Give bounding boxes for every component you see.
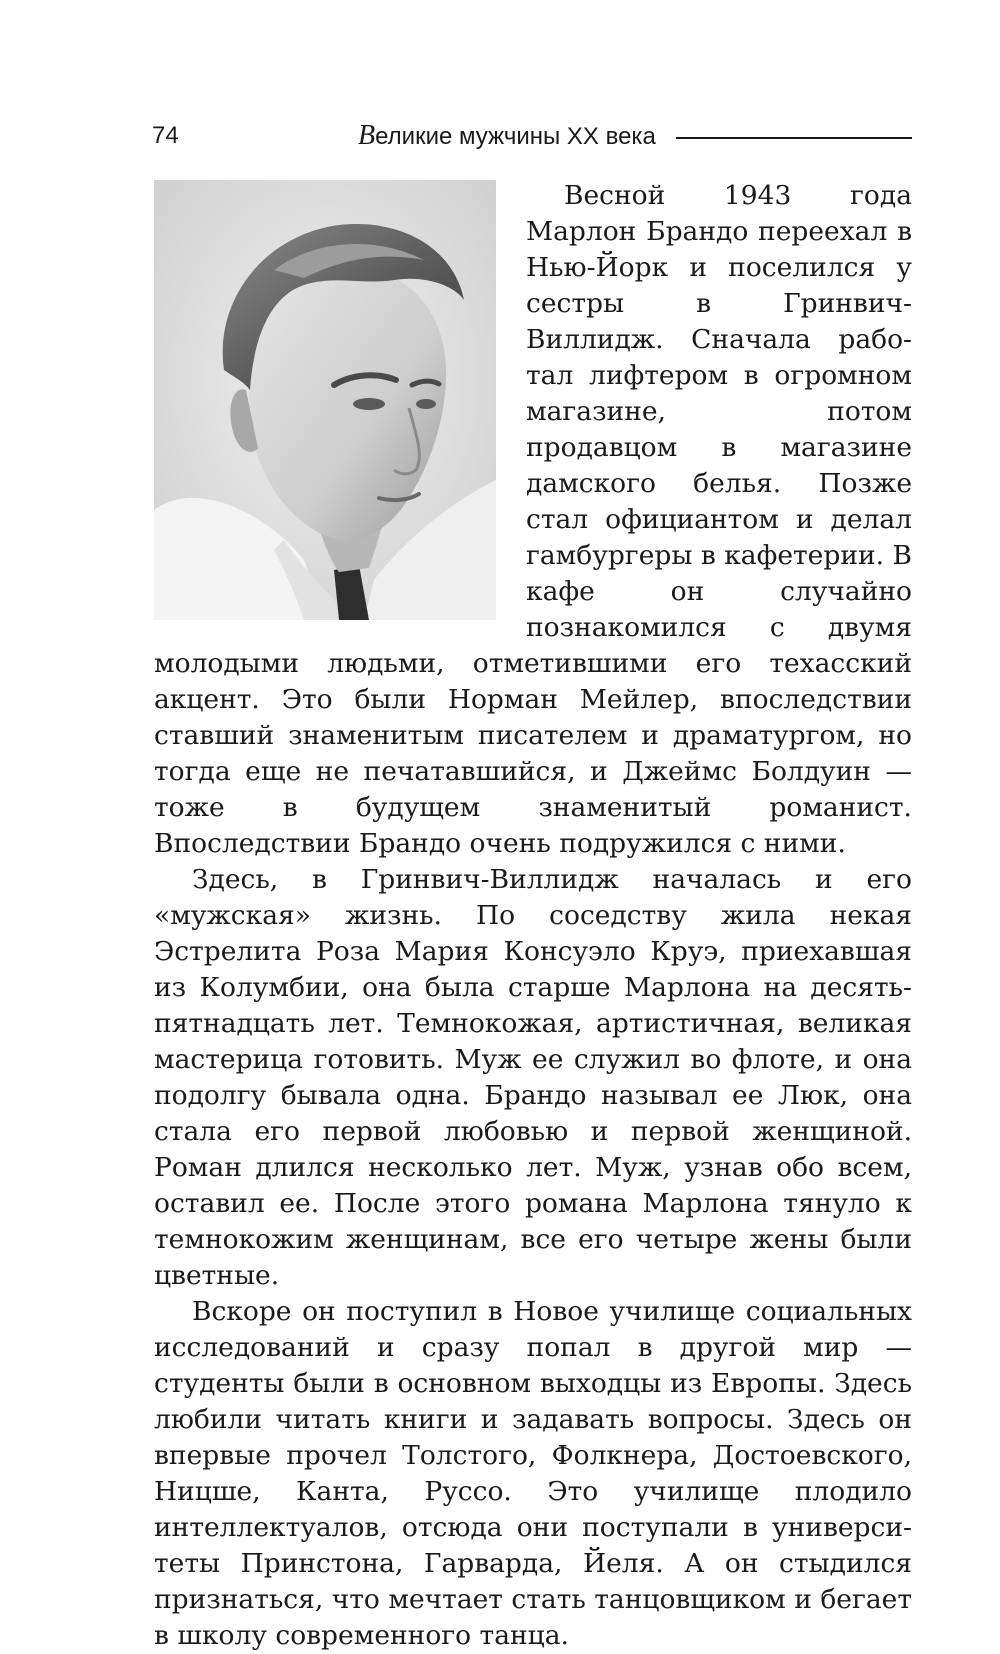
paragraph-2: Здесь, в Гринвич-Виллидж началась и его «мужская» жизнь. По соседству жила некая Эстрелита Роза Мария Консуэло Круэ, приехавшая из Колумбии, она была старше Марлона на десять-пятнадцать лет. Темнокожая, артистичная, великая мастерица готовить. Муж ее служил во флоте, и она подолгу бывала одна. Брандо называл ее Люк, она стала его первой любовью и первой женщиной. Роман длился несколько лет. Муж, узнав обо всем, оставил ее. После этого романа Марлона тянуло к темнокожим женщинам, все его четыре жены были цветные. xyxy=(154,864,912,1291)
running-head xyxy=(152,116,912,156)
running-title xyxy=(358,120,656,152)
portrait-photo xyxy=(154,180,496,620)
body-text xyxy=(154,178,912,1654)
running-title-text: еликие мужчины ХХ века xyxy=(375,123,656,150)
paragraph-3: Вскоре он поступил в Новое училище социальных исследований и сразу попал в другой мир — студенты были в основном выходцы из Европы. Здесь любили читать книги и задавать вопросы. Здесь он впервые прочел Толстого, Фолкнера, Достоевского, Ницше, Канта, Руссо. Это училище плодило интеллектуалов, отсюда они поступали в университеты Принстона, Гарварда, Йеля. А он стыдился признаться, что мечтает стать танцовщиком и бегает в школу современного танца. xyxy=(154,1296,912,1651)
header-rule xyxy=(676,137,912,139)
paragraph-1: Весной 1943 года Марлон Брандо переехал в Нью-Йорк и поселился у сестры в Гринвич-Виллидж. Сначала работал лифтером в огромном магазине, потом продавцом в магазине дамского белья. Позже стал официантом и делал гамбургеры в кафетерии. В кафе он случайно познакомился с двумя молодыми людьми, отметившими его техасский акцент. Это были Норман Мейлер, впоследствии ставший знаменитым писателем и драматургом, но тогда еще не печатавшийся, и Джеймс Болдуин — тоже в будущем знаменитый романист. Впоследствии Брандо очень подружился с ними. xyxy=(154,180,912,859)
running-title-initial: В xyxy=(358,120,376,151)
page-number: 74 xyxy=(152,122,179,149)
portrait-illustration xyxy=(154,180,496,620)
